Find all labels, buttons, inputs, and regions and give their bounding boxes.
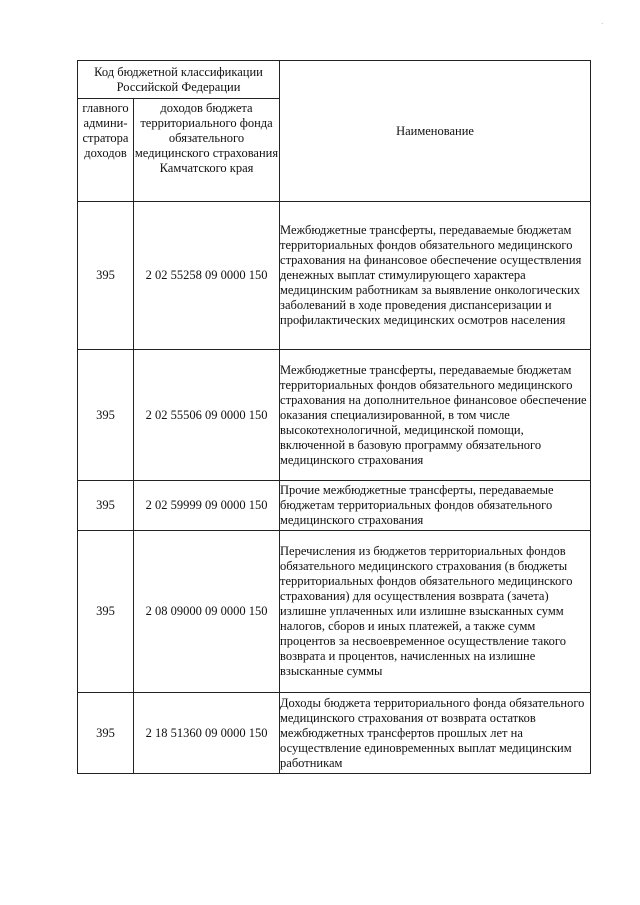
row-name: Межбюджетные трансферты, передаваемые бюджетам территориальных фондов обязательного медицинского страхования на дополнительное финансовое обеспечение оказания специализированной, в том числе высокотехнологичной, медицинской помощи, включенной в базовую программу обязательного медицинского страхования (280, 350, 591, 481)
table-row (78, 481, 591, 531)
row-admin: 395 (78, 481, 134, 531)
row-admin: 395 (78, 693, 134, 774)
budget-classification-table (77, 60, 591, 774)
row-code: 2 18 51360 09 0000 150 (134, 693, 280, 774)
row-code: 2 02 55506 09 0000 150 (134, 350, 280, 481)
table-row (78, 350, 591, 481)
table-row (78, 531, 591, 693)
table-row (78, 693, 591, 774)
header-income: доходов бюджета территориального фонда обязательного медицинского страхования Камчатского края (134, 99, 280, 202)
page-mark: · (601, 20, 604, 28)
row-admin: 395 (78, 202, 134, 350)
header-group-title: Код бюджетной классификации Российской Федерации (78, 61, 280, 99)
row-name: Доходы бюджета территориального фонда обязательного медицинского страхования от возврата остатков межбюджетных трансфертов прошлых лет на осуществление единовременных выплат медицинским работникам (280, 693, 591, 774)
row-code: 2 02 55258 09 0000 150 (134, 202, 280, 350)
row-name: Перечисления из бюджетов территориальных фондов обязательного медицинского страхования (в бюджеты территориальных фондов обязательного медицинского страхования) для осуществления возврата (зачета) излишне уплаченных или излишне взысканных сумм налогов, сборов и иных платежей, а также сумм процентов за несвоевременное осуществление такого возврата и процентов, начисленных на излишне взысканные суммы (280, 531, 591, 693)
row-code: 2 02 59999 09 0000 150 (134, 481, 280, 531)
header-admin: главного админи-стратора доходов (78, 99, 134, 202)
row-admin: 395 (78, 350, 134, 481)
row-name: Прочие межбюджетные трансферты, передаваемые бюджетам территориальных фондов обязательного медицинского страхования (280, 481, 591, 531)
header-row-top (78, 61, 591, 99)
row-admin: 395 (78, 531, 134, 693)
header-name: Наименование (280, 61, 591, 202)
row-name: Межбюджетные трансферты, передаваемые бюджетам территориальных фондов обязательного медицинского страхования на финансовое обеспечение осуществления денежных выплат стимулирующего характера медицинским работникам за выявление онкологических заболеваний в ходе проведения диспансеризации и профилактических медицинских осмотров населения (280, 202, 591, 350)
table-row (78, 202, 591, 350)
row-code: 2 08 09000 09 0000 150 (134, 531, 280, 693)
